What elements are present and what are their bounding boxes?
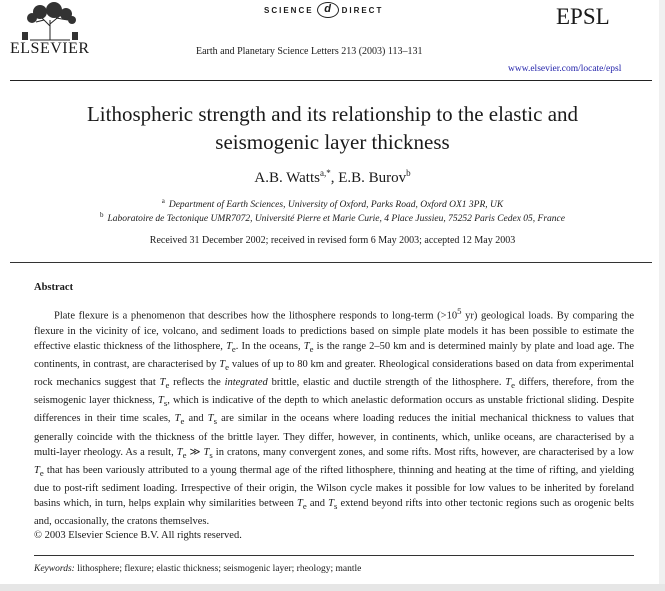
sciencedirect-right: DIRECT xyxy=(341,5,384,15)
elsevier-tree-logo xyxy=(10,2,90,42)
sciencedirect-at-mark: d xyxy=(317,2,339,18)
affiliation-b-text: Laboratoire de Tectonique UMR7072, Université Pierre et Marie Curie, 4 Place Jussieu, 75252 Paris Cedex 05, France xyxy=(107,214,565,225)
author-list xyxy=(0,168,665,187)
author-separator: , xyxy=(330,170,339,186)
journal-citation: Earth and Planetary Science Letters 213 (2003) 113–131 xyxy=(196,46,423,57)
article-title xyxy=(0,100,665,156)
publisher-name: ELSEVIER xyxy=(10,40,90,57)
sciencedirect-left: SCIENCE xyxy=(264,5,314,15)
title-divider xyxy=(10,262,652,263)
header-divider xyxy=(10,80,652,81)
copyright-notice: © 2003 Elsevier Science B.V. All rights reserved. xyxy=(34,530,242,541)
sciencedirect-logo xyxy=(264,2,383,18)
affiliation-b-mark: b xyxy=(99,211,104,219)
abstract-body: Plate flexure is a phenomenon that describes how the lithosphere responds to long-term ($>10^5$ yr) geological loads. By comparing the flexure in the vicinity of ice, volcano, and sediment loads to predictions based on simple plate models it has been possible to estimate the effective elastic thickness of the lithosphere, $T_e$. In the oceans, $T_e$ is the range 2–50 km and is determined mainly by plate and load age. The continents, in contrast, are characterised by $T_e$ values of up to 80 km and greater. Rheological considerations based on data from experimental rock mechanics suggest that $T_e$ reflects the integrated brittle, elastic and ductile strength of the lithosphere. $T_e$ differs, therefore, from the seismogenic layer thickness, $T_s$, which is indicative of the depth to which anelastic deformation occurs as unstable frictional sliding. Despite differences in their time scales, $T_e$ and $T_s$ are similar in the oceans where loading reduces the initial mechanical thickness to values that generally coincide with the thickness of the brittle layer. They differ, however, in continents, which, unlike oceans, are characterised by a multi-layer rheology. As a result, $T_e$ ≫ $T_s$ in cratons, many convergent zones, and some rifts. Most rifts, however, are characterised by a low $T_e$ that has been variously attributed to a young thermal age of the rifted lithosphere, thinning and heating at the time of rifting, and yielding due to post-rift sediment loading. Irrespective of their origin, the Wilson cycle makes it possible for low values to be inherited by foreland basins which, in turn, helps explain why similarities between $T_e$ and $T_s$ extend beyond rifts into other tectonic regions such as orogenic belts and, occasionally, the cratons themselves. xyxy=(34,306,635,528)
title-line-2: seismogenic layer thickness xyxy=(215,130,450,154)
received-dates: Received 31 December 2002; received in revised form 6 May 2003; accepted 12 May 2003 xyxy=(149,235,516,246)
author-1: A.B. Watts xyxy=(254,170,320,186)
horizontal-scrollbar[interactable] xyxy=(0,584,665,591)
title-line-1: Lithospheric strength and its relationship to the elastic and xyxy=(86,102,579,126)
affiliation-a-text: Department of Earth Sciences, University of Oxford, Parks Road, Oxford OX1 3PR, UK xyxy=(168,200,504,211)
author-2-affil-mark: b xyxy=(406,168,411,178)
keywords-line xyxy=(34,564,361,574)
journal-abbreviation: EPSL xyxy=(556,4,610,29)
author-2: E.B. Burov xyxy=(338,170,407,186)
keywords-divider xyxy=(34,555,634,556)
keywords-label: Keywords: xyxy=(34,564,75,574)
vertical-scrollbar[interactable] xyxy=(659,0,665,584)
affiliation-a xyxy=(0,197,665,210)
affiliation-b xyxy=(0,211,665,224)
journal-url-link[interactable]: www.elsevier.com/locate/epsl xyxy=(508,64,622,74)
abstract-heading: Abstract xyxy=(34,282,74,293)
affiliation-a-mark: a xyxy=(161,197,165,205)
keywords-text: lithosphere; flexure; elastic thickness; seismogenic layer; rheology; mantle xyxy=(77,564,362,574)
author-1-affil-mark: a,* xyxy=(319,168,331,178)
